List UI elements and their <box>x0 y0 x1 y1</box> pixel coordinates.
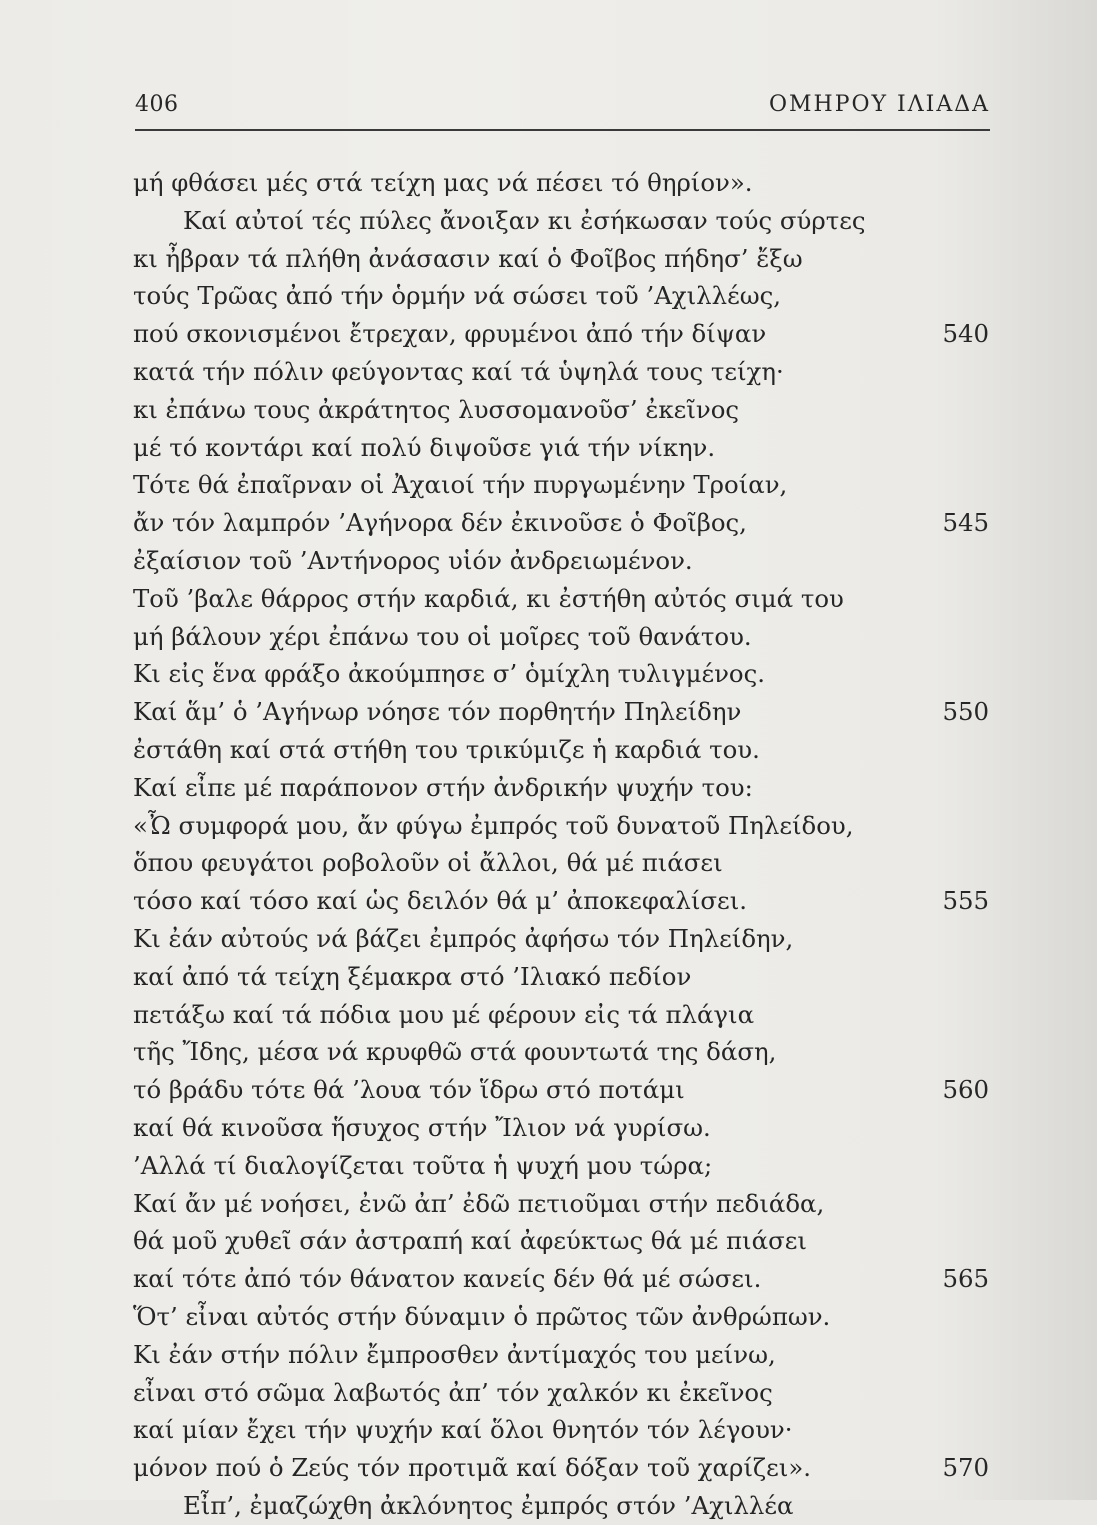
verse-text: ἄν τόν λαμπρόν ’Αγήνορα δέν ἐκινοῦσε ὁ Φοῖβος, <box>133 508 747 538</box>
verse-text: τόσο καί τόσο καί ὡς δειλόν θά μ’ ἀποκεφαλίσει. <box>133 886 748 916</box>
verse-line <box>133 1449 993 1487</box>
verse-text: καί θά κινοῦσα ἥσυχος στήν Ἴλιον νά γυρίσω. <box>133 1112 711 1142</box>
running-head-title: ΟΜΗΡΟΥ ΙΛΙΑΔΑ <box>768 92 990 117</box>
verse-line <box>133 466 993 504</box>
line-number: 550 <box>942 697 989 727</box>
verse-text: κι ἐπάνω τους ἀκράτητος λυσσομανοῦσ’ ἐκεῖνος <box>133 394 740 424</box>
verse-text: μή βάλουν χέρι ἐπάνω του οἱ μοῖρες τοῦ θανάτου. <box>133 621 752 651</box>
verse-line <box>133 1185 993 1223</box>
verse-line <box>133 542 993 580</box>
line-number: 540 <box>942 319 989 349</box>
verse-text: Καί ἅμ’ ὁ ’Αγήνωρ νόησε τόν πορθητήν Πηλείδην <box>133 697 742 727</box>
verse-line <box>133 1222 993 1260</box>
verse-text: Εἶπ’, ἐμαζώχθη ἀκλόνητος ἐμπρός στόν ’Αχιλλέα <box>183 1490 794 1520</box>
verse-text: καί ἀπό τά τείχη ξέμακρα στό ’Ιλιακό πεδίον <box>133 961 692 991</box>
verse-text: «Ὦ συμφορά μου, ἄν φύγω ἐμπρός τοῦ δυνατοῦ Πηλείδου, <box>133 810 854 840</box>
verse-text: ἐστάθη καί στά στήθη του τρικύμιζε ἡ καρδιά του. <box>133 734 760 764</box>
verse-list <box>133 164 993 1525</box>
verse-text: εἶναι στό σῶμα λαβωτός ἀπ’ τόν χαλκόν κι ἐκεῖνος <box>133 1377 773 1407</box>
verse-text: ’Αλλά τί διαλογίζεται τοῦτα ἡ ψυχή μου τώρα; <box>133 1150 713 1180</box>
verse-line <box>133 1298 993 1336</box>
verse-line <box>133 353 993 391</box>
verse-line <box>133 277 993 315</box>
verse-line <box>133 391 993 429</box>
verse-text: Κι ἐάν αὐτούς νά βάζει ἐμπρός ἀφήσω τόν Πηλείδην, <box>133 923 794 953</box>
verse-line <box>133 580 993 618</box>
line-number: 555 <box>942 886 989 916</box>
verse-text: καί τότε ἀπό τόν θάνατον κανείς δέν θά μέ σώσει. <box>133 1264 762 1294</box>
verse-text: μή φθάσει μές στά τείχη μας νά πέσει τό θηρίον». <box>133 168 753 197</box>
verse-text: Καί αὐτοί τές πύλες ἄνοιξαν κι ἐσήκωσαν τούς σύρτες <box>183 205 866 235</box>
verse-line <box>133 807 993 845</box>
verse-line <box>133 504 993 542</box>
verse-text: τό βράδυ τότε θά ’λουα τόν ἵδρω στό ποτάμι <box>133 1075 685 1105</box>
verse-line <box>133 1109 993 1147</box>
verse-text: ὅπου φευγάτοι ροβολοῦν οἱ ἄλλοι, θά μέ πιάσει <box>133 848 723 878</box>
verse-text: Τοῦ ’βαλε θάρρος στήν καρδιά, κι ἐστήθη αὐτός σιμά του <box>133 583 844 613</box>
verse-line <box>133 1033 993 1071</box>
line-number: 560 <box>942 1075 989 1105</box>
verse-text: πού σκονισμένοι ἔτρεχαν, φρυμένοι ἀπό τήν δίψαν <box>133 319 767 349</box>
verse-line <box>133 1411 993 1449</box>
verse-line <box>133 1071 993 1109</box>
verse-text: Καί ἄν μέ νοήσει, ἐνῶ ἀπ’ ἐδῶ πετιοῦμαι στήν πεδιάδα, <box>133 1188 825 1218</box>
verse-line <box>133 731 993 769</box>
verse-text: Καί εἶπε μέ παράπονον στήν ἀνδρικήν ψυχήν του: <box>133 772 753 802</box>
page-number: 406 <box>135 92 179 117</box>
verse-line <box>133 958 993 996</box>
verse-line <box>133 315 993 353</box>
verse-text: καί μίαν ἔχει τήν ψυχήν καί ὅλοι θνητόν τόν λέγουν· <box>133 1415 793 1445</box>
verse-text: Τότε θά ἐπαῖρναν οἱ Ἀχαιοί τήν πυργωμένην Τροίαν, <box>133 470 788 500</box>
verse-text: κατά τήν πόλιν φεύγοντας καί τά ὑψηλά τους τείχη· <box>133 356 784 386</box>
verse-line <box>133 618 993 656</box>
verse-text: μέ τό κοντάρι καί πολύ διψοῦσε γιά τήν νίκην. <box>133 432 716 462</box>
line-number: 545 <box>942 508 989 538</box>
verse-text: κι ἦβραν τά πλήθη ἀνάσασιν καί ὁ Φοῖβος πήδησ’ ἔξω <box>133 243 803 273</box>
verse-text: Ὅτ’ εἶναι αὐτός στήν δύναμιν ὁ πρῶτος τῶν ἀνθρώπων. <box>133 1301 831 1331</box>
verse-line <box>133 844 993 882</box>
verse-line <box>133 202 993 240</box>
verse-line <box>133 240 993 278</box>
verse-line <box>133 429 993 467</box>
verse-line <box>133 1487 993 1525</box>
verse-line <box>133 655 993 693</box>
verse-line <box>133 882 993 920</box>
line-number: 565 <box>942 1264 989 1294</box>
verse-line <box>133 1260 993 1298</box>
line-number: 570 <box>942 1453 989 1483</box>
page-header <box>135 92 990 122</box>
verse-line <box>133 769 993 807</box>
verse-line <box>133 1374 993 1412</box>
verse-text: θά μοῦ χυθεῖ σάν ἀστραπή καί ἀφεύκτως θά μέ πιάσει <box>133 1226 807 1256</box>
verse-line <box>133 920 993 958</box>
verse-line <box>133 1147 993 1185</box>
verse-line <box>133 996 993 1034</box>
verse-line <box>133 1336 993 1374</box>
verse-text: ἐξαίσιον τοῦ ’Αντήνορος υἱόν ἀνδρειωμένον. <box>133 545 693 575</box>
verse-text: Κι ἐάν στήν πόλιν ἔμπροσθεν ἀντίμαχός του μείνω, <box>133 1339 776 1369</box>
verse-text: τούς Τρῶας ἀπό τήν ὁρμήν νά σώσει τοῦ ’Αχιλλέως, <box>133 281 782 311</box>
verse-line <box>133 693 993 731</box>
verse-text: μόνον πού ὁ Ζεύς τόν προτιμᾶ καί δόξαν τοῦ χαρίζει». <box>133 1453 812 1483</box>
verse-text: πετάξω καί τά πόδια μου μέ φέρουν εἰς τά πλάγια <box>133 999 755 1029</box>
header-rule <box>135 129 990 131</box>
verse-line <box>133 164 993 202</box>
verse-text: τῆς Ἴδης, μέσα νά κρυφθῶ στά φουντωτά της δάση, <box>133 1037 777 1067</box>
verse-text: Κι εἰς ἕνα φράξο ἀκούμπησε σ’ ὁμίχλη τυλιγμένος. <box>133 659 766 689</box>
